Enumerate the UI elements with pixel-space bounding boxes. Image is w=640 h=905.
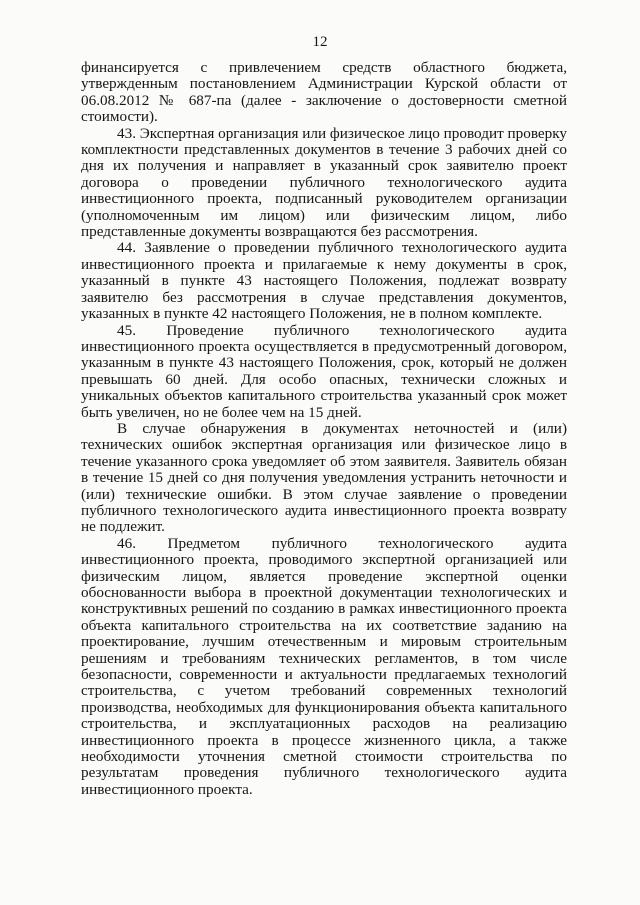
body-text xyxy=(81,60,567,798)
paragraph-continuation: финансируется с привлечением средств областного бюджета, утвержденным постановлением Администрации Курской области от 06.08.2012 № 687-па (далее - заключение о достоверности сметной стоимости). xyxy=(81,59,567,126)
page-number: 12 xyxy=(312,34,328,50)
paragraph-item-45-errors: В случае обнаружения в документах неточностей и (или) технических ошибок экспертная организация или физическое лицо в течение указанного срока уведомляет об этом заявителя. Заявитель обязан в течение 15 дней со дня получения уведомления устранить неточности и (или) технические ошибки. В этом случае заявление о проведении публичного технологического аудита инвестиционного проекта возврату не подлежит. xyxy=(81,419,567,536)
paragraph-item-45: 45. Проведение публичного технологического аудита инвестиционного проекта осуществляется в предусмотренный договором, указанным в пункте 43 настоящего Положения, срок, который не должен превышать 60 дней. Для особо опасных, технически сложных и уникальных объектов капитального строительства указанный срок может быть увеличен, но не более чем на 15 дней. xyxy=(81,321,567,421)
paragraph-item-44: 44. Заявление о проведении публичного технологического аудита инвестиционного проекта и прилагаемые к нему документы в срок, указанный в пункте 43 настоящего Положения, подлежат возврату заявителю без рассмотрения в случае представления документов, указанных в пункте 42 настоящего Положения, не в полном комплекте. xyxy=(81,239,567,323)
paragraph-item-43: 43. Экспертная организация или физическое лицо проводит проверку комплектности представленных документов в течение 3 рабочих дней со дня их получения и направляет в указанный срок заявителю проект договора о проведении публичного технологического аудита инвестиционного проекта, подписанный руководителем организации (уполномоченным им лицом) или физическим лицом, либо представленные документы возвращаются без рассмотрения. xyxy=(81,124,567,241)
paragraph-item-46: 46. Предметом публичного технологического аудита инвестиционного проекта, проводимого экспертной организацией или физическим лицом, является проведение экспертной оценки обоснованности выбора в проектной документации технологических и конструктивных решений по созданию в рамках инвестиционного проекта объекта капитального строительства на их соответствие заданию на проектирование, лучшим отечественным и мировым строительным решениям и требованиям технических регламентов, в том числе безопасности, современности и актуальности предлагаемых технологий строительства, с учетом требований современных технологий производства, необходимых для функционирования объекта капитального строительства, и эксплуатационных расходов на реализацию инвестиционного проекта в процессе жизненного цикла, а также необходимости уточнения сметной стоимости строительства по результатам проведения публичного технологического аудита инвестиционного проекта. xyxy=(81,534,567,798)
